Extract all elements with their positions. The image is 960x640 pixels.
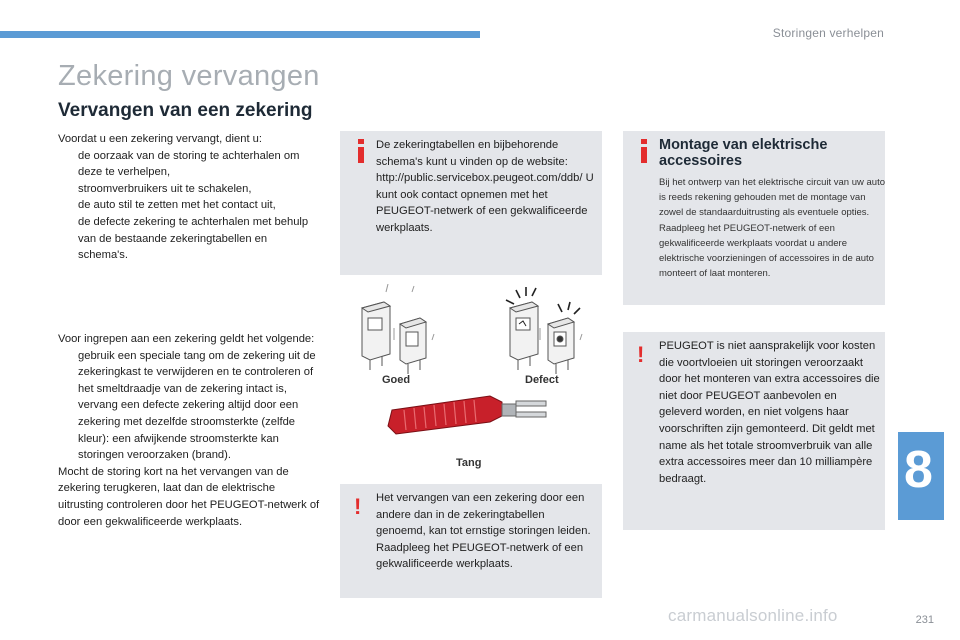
- warning-text: Het vervangen van een zekering door een andere dan in de zekeringtabellen genoemd, kan tot ernstige storingen leiden. Raadpleeg het PEUGEOT-netwerk of een gekwalificeerde werkplaats.: [376, 492, 591, 571]
- good-fuse-icon: [362, 284, 434, 374]
- page-number: 231: [915, 614, 934, 626]
- procedure-lead: Voor ingrepen aan een zekering geldt het volgende:: [58, 333, 315, 345]
- label-defect: Defect: [525, 374, 559, 386]
- chapter-number: 8: [904, 441, 933, 499]
- warning-box-liability: [623, 332, 885, 530]
- chapter-tab: [898, 432, 944, 520]
- warning-icon: !: [637, 342, 645, 367]
- info-icon: [352, 139, 370, 163]
- section-subtitle: Vervangen van een zekering: [58, 100, 313, 121]
- header-accent-bar: [0, 31, 480, 38]
- accessories-info-box: [623, 131, 885, 305]
- intro-lead: Voordat u een zekering vervangt, dient u:: [58, 133, 262, 145]
- list-item: de defecte zekering te achterhalen met behulp van de bestaande zekeringtabellen en schema's.: [78, 215, 309, 262]
- list-item: vervang een defecte zekering altijd door een zekering met dezelfde stroomsterkte (zelfde kleur): een afwijkende stroomsterkte kan storingen veroorzaken (brand).: [78, 399, 299, 462]
- list-item: de auto stil te zetten met het contact uit,: [78, 199, 276, 212]
- procedure-block: [58, 331, 320, 530]
- label-tang: Tang: [456, 457, 482, 469]
- section-title: Storingen verhelpen: [772, 26, 884, 40]
- accessories-text: Bij het ontwerp van het elektrische circuit van uw auto is reeds rekening gehouden met de montage van zowel de standaarduitrusting als eventuele opties. Raadpleeg het PEUGEOT-netwerk of een gekwalificeerde werkplaats voordat u andere elektrische voorzieningen of accessoires in de auto monteert of laat monteren.: [659, 177, 886, 280]
- info-box: [340, 131, 602, 275]
- intro-block: [58, 131, 320, 264]
- list-item: de oorzaak van de storing te achterhalen om deze te verhelpen,: [78, 149, 300, 179]
- list-item: stroomverbruikers uit te schakelen,: [78, 182, 252, 195]
- fuse-puller-icon: [388, 396, 546, 434]
- info-box-text: De zekeringtabellen en bijbehorende schema's kunt u vinden op de website: http://public.servicebox.peugeot.com/ddb/ U kunt ook contact opnemen met het PEUGEOT-netwerk of een gekwalificeerde werkplaats.: [376, 139, 594, 234]
- warning-icon: !: [354, 494, 362, 519]
- defect-fuse-icon: [506, 287, 582, 374]
- liability-text: PEUGEOT is niet aansprakelijk voor kosten die voortvloeien uit storingen veroorzaakt door het monteren van extra accessoires die niet door PEUGEOT aanbevolen en geleverd worden, en niet volgens haar voorschriften zijn gemonteerd. Dit geldt met name als het totale stroomverbruik van alle extra accessoires meer dan 10 milliampère bedraagt.: [659, 340, 880, 485]
- list-item: gebruik een speciale tang om de zekering uit de zekeringkast te verwijderen en te controleren of het smeltdraadje van de zekering intact is,: [78, 349, 316, 395]
- page-title: Zekering vervangen: [58, 60, 320, 92]
- info-icon: [635, 139, 653, 163]
- fuse-illustration: [340, 284, 602, 474]
- accessories-title: Montage van elektrische accessoires: [659, 137, 828, 169]
- watermark: carmanualsonline.info: [668, 606, 838, 625]
- label-good: Goed: [382, 374, 411, 386]
- procedure-closing: Mocht de storing kort na het vervangen van de zekering terugkeren, laat dan de elektrische uitrusting controleren door het PEUGEOT-netwerk of door een gekwalificeerde werkplaats.: [58, 465, 320, 528]
- warning-box-fuse: [340, 484, 602, 598]
